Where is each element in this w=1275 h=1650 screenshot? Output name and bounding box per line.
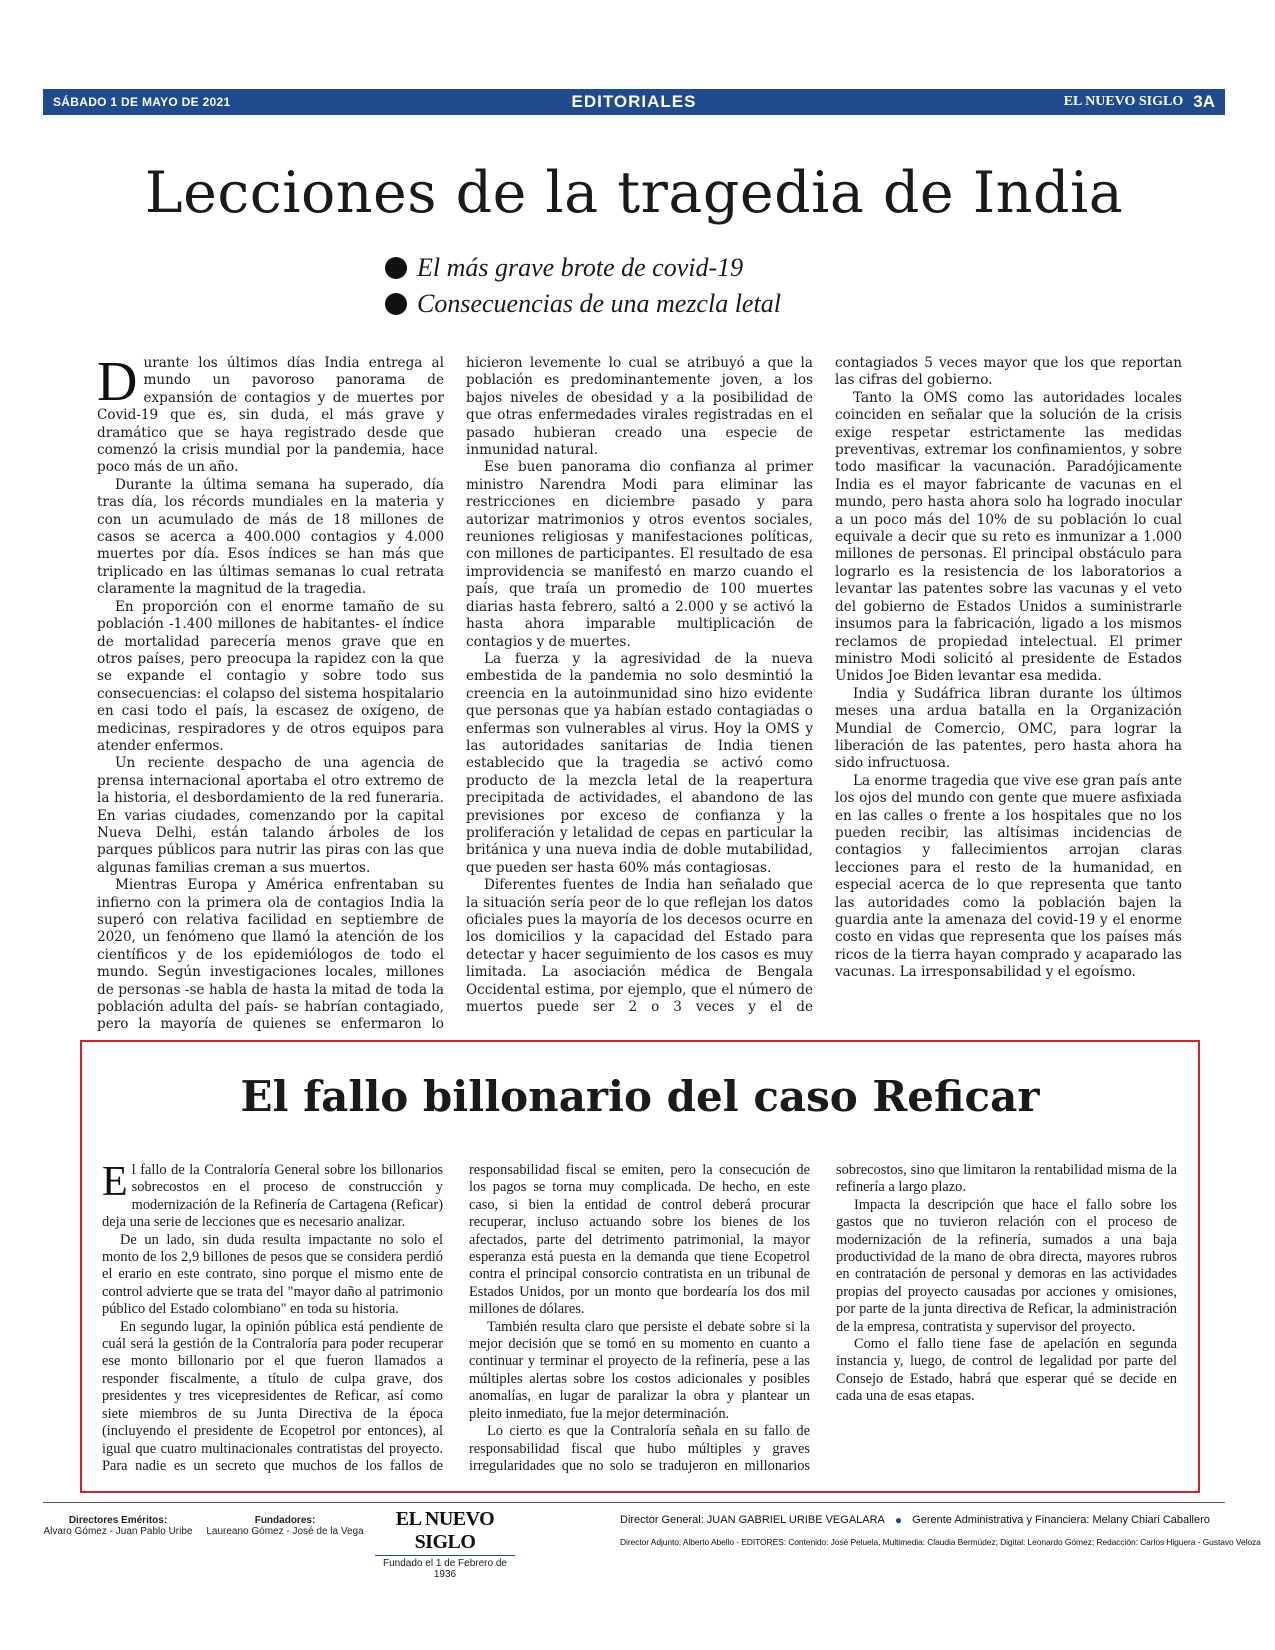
fundadores-names: Laureano Gómez - José de la Vega xyxy=(206,1526,364,1537)
gerente: Gerente Administrativa y Financiera: Melany Chiari Caballero xyxy=(912,1514,1210,1526)
header-right xyxy=(915,92,1215,112)
footer-fundadores xyxy=(205,1515,365,1537)
editorial-1-body xyxy=(97,355,1182,1035)
subtitle-line xyxy=(385,250,945,286)
header-bar xyxy=(43,89,1225,115)
fundadores-label: Fundadores: xyxy=(254,1515,316,1526)
separator-dot-icon: ● xyxy=(894,1513,903,1527)
paragraph: La fuerza y la agresividad de la nueva embestida de la pandemia no solo desmintió la creencia en la autoinmunidad sino hizo evidente que personas que ya habían estado contagiadas o enfermas son vulnerables al virus. Hoy la OMS y las autoridades sanitarias de India tienen establecido que la tragedia se activó como producto de la mezcla letal de la reapertura precipitada de actividades, el abandono de las previsiones por exceso de confianza y la proliferación y letalidad de cepas en particular la británica y una nueva india de doble mutabilidad, que pueden ser hasta 60% más contagiosas. xyxy=(466,650,813,876)
director-general: Director General: JUAN GABRIEL URIBE VEGALARA xyxy=(620,1514,885,1526)
paragraph: En segundo lugar, la opinión pública está pendiente de cuál será la gestión de la Contraloría para poder recuperar ese monto billonario por el que fueron llamados a responder fiscalmente, a título de culpa grave, dos presidentes y tres vicepresidentes de Reficar, así como siete miembros de su Junta Directiva de la época (incluyendo el presidente de Ecopetrol por entonces), al igual que cuatro multinacionales contratistas del proyecto. Para nadie es un secreto que muchos de los fallos de responsabilidad fiscal se emiten, pero la consecución de los pagos se torna muy complicada. De hecho, en este caso, si bien la entidad de control deberá procurar recuperar, incluso actuando sobre los bienes de los afectados, parte del detrimento patrimonial, la mayor esperanza está puesta en la demanda que tiene Ecopetrol contra el principal consorcio contratista en un tribunal de Estados Unidos, por un monto que bordearía los dos mil millones de dólares. xyxy=(102,1162,810,1474)
paragraph: India y Sudáfrica libran durante los últimos meses una ardua batalla en la Organización Mundial de Comercio, OMC, para lograr la liberación de las patentes, pero hasta ahora ha sido infructuosa. xyxy=(835,685,1182,772)
editorial-2-body xyxy=(102,1162,1177,1487)
paragraph: Mientras Europa y América enfrentaban su infierno con la primera ola de contagios India la superó con relativa facilidad en septiembre de 2020, un fenómeno que llamó la atención de los científicos y de los epidemiólogos de todo el mundo. Según investigaciones locales, millones de personas -se habla de hasta la mitad de toda la población adulta del país- se habrían contagiado, pero la mayoría de quienes se enfermaron lo hicieron levemente lo cual se atribuyó a que la población es predominantemente joven, a los bajos niveles de obesidad y a la posibilidad de que otras enfermedades virales registradas en el pasado hubieran creado una especie de inmunidad natural. xyxy=(97,355,813,1033)
footer-management xyxy=(620,1513,1225,1527)
paragraph: Diferentes fuentes de India han señalado que la situación sería peor de lo que reflejan los datos oficiales pues la mayoría de los decesos ocurre en los domicilios y la capacidad del Estado para detectar y hacer seguimiento de los casos es muy limitada. La asociación médica de Bengala Occidental estima, por ejemplo, que el número de muertos puede ser 2 o 3 veces y el de contagiados 5 veces mayor que los que reportan las cifras del gobierno. xyxy=(466,355,1182,1016)
directores-label: Directores Eméritos: xyxy=(68,1515,168,1526)
editorial-2-title: El fallo billonario del caso Reficar xyxy=(240,1072,1040,1121)
drop-cap: E xyxy=(102,1162,128,1205)
section-name: EDITORIALES xyxy=(571,92,697,111)
drop-cap: D xyxy=(97,355,138,413)
paragraph: La enorme tragedia que vive ese gran país ante los ojos del mundo con gente que muere asfixiada en las calles o frente a los hospitales que no los pueden recibir, las altísimas incidencias de contagios y fallecimientos arrojan claras lecciones para el resto de la humanidad, en especial acerca de lo que representa que tanto las autoridades como la población bajen la guardia ante la amenaza del covid-19 y el enorme costo en vidas que representa que los países más ricos de la tierra hayan comprado y acaparado las vacunas. La irresponsabilidad y el egoísmo. xyxy=(835,772,1182,981)
subtitle-text: El más grave brote de covid-19 xyxy=(417,253,744,282)
paragraph: También resulta claro que persiste el debate sobre si la mejor decisión que se tomó en su momento en cuanto a continuar y terminar el proyecto de la refinería, pese a las múltiples alertas sobre los costos adicionales y posibles anomalías, en lugar de paralizar la obra y plantear un pleito inmediato, fue la mejor determinación. xyxy=(469,1318,810,1422)
paragraph: Tanto la OMS como las autoridades locales coinciden en señalar que la solución de la crisis exige respetar estrictamente las medidas preventivas, extremar los confinamientos, y sobre todo masificar la vacunación. Paradójicamente India es el mayor fabricante de vacunas en el mundo, pero hasta ahora solo ha logrado inocular a un poco más del 10% de su población lo cual equivale a decir que su reto es inmunizar a 1.000 millones de personas. El principal obstáculo para lograrlo es la resistencia de los laboratorios a levantar las patentes sobre las vacunas y el veto del gobierno de Estados Unidos a suministrarle insumos para la fabricación, ligado a los mismos reclamos de propiedad intelectual. El primer ministro Modi solicitó al presidente de Estados Unidos Joe Biden levantar esa medida. xyxy=(835,389,1182,685)
brand-name: EL NUEVO SIGLO xyxy=(1063,94,1184,109)
paragraph: Ese buen panorama dio confianza al primer ministro Narendra Modi para eliminar las restricciones en diciembre pasado y para autorizar matrimonios y otros eventos sociales, reuniones religiosas y manifestaciones políticas, con millones de participantes. El resultado de esa improvidencia se manifestó en marzo cuando el país, que traía un promedio de 100 muertes diarias hasta febrero, saltó a 2.000 y se activó la hasta ahora imparable multiplicación de contagios y de muertes. xyxy=(466,459,813,650)
footer-brand: EL NUEVO SIGLO xyxy=(395,1508,495,1553)
page-number: 3A xyxy=(1193,92,1215,111)
footer-staff xyxy=(620,1513,1261,1547)
directores-names: Alvaro Gómez - Juan Pablo Uribe xyxy=(43,1526,193,1537)
editorial-1-title: Lecciones de la tragedia de India xyxy=(144,160,1124,226)
subtitle-line xyxy=(385,286,945,322)
editorial-2-box xyxy=(80,1040,1200,1493)
paragraph: Como el fallo tiene fase de apelación en segunda instancia y, luego, de control de legalidad por parte del Consejo de Estado, habrá que esperar qué se decide en cada una de esas etapas. xyxy=(836,1336,1177,1405)
staff-credits: Director Adjunto: Alberto Abello - EDITORES: Contenido: José Peluela, Multimedia: Claudia Bermúdez; Digital: Leonardo Gómez; Redacción: Carlos Higuera - Gustavo Veloza xyxy=(620,1537,1261,1547)
footer-logo xyxy=(375,1508,515,1580)
paragraph: De un lado, sin duda resulta impactante no solo el monto de los 2,9 billones de pesos que se considera perdió el erario en este contrato, sino porque el mismo ente de control advierte que se trata del "mayor daño al patrimonio público del Estado colombiano" en toda su historia. xyxy=(102,1231,443,1318)
paragraph: Lo cierto es que la Contraloría señala en su fallo de responsabilidad fiscal que hubo múltiples y graves irregularidades que no solo se tradujeron en millonarios sobrecostos, sino que limitaron la rentabilidad misma de la refinería a largo plazo. xyxy=(469,1162,1177,1474)
founded-date: Fundado el 1 de Febrero de 1936 xyxy=(375,1555,515,1580)
issue-date: SÁBADO 1 DE MAYO DE 2021 xyxy=(53,95,231,109)
paragraph: El fallo de la Contraloría General sobre los billonarios sobrecostos en el proceso de construcción y modernización de la Refinería de Cartagena (Reficar) deja una serie de lecciones que es necesario analizar. xyxy=(102,1162,443,1231)
footer-directores xyxy=(43,1515,193,1537)
paragraph: Durante los últimos días India entrega al mundo un pavoroso panorama de expansión de contagios y de muertes por Covid-19 que es, sin duda, el más grave y dramático que se haya registrado desde que comenzó la crisis mundial por la pandemia, hace poco más de un año. xyxy=(97,355,444,476)
bullet-icon xyxy=(385,257,407,279)
paragraph: Un reciente despacho de una agencia de prensa internacional aportaba el otro extremo de la historia, el desbordamiento de la red funeraria. En varias ciudades, comenzando por la capital Nueva Delhi, están talando árboles de los parques públicos para nutrir las piras con las que algunas familias creman a sus muertos. xyxy=(97,755,444,876)
subtitle-text: Consecuencias de una mezcla letal xyxy=(417,289,781,318)
paragraph: En proporción con el enorme tamaño de su población -1.400 millones de habitantes- el índice de mortalidad parecería menos grave que en otros países, pero preocupa la rapidez con la que se expande el contagio y sobre todo sus consecuencias: el colapso del sistema hospitalario en casi todo el país, la escasez de oxígeno, de medicinas, respiradores y de otros equipos para atender enfermos. xyxy=(97,598,444,754)
paragraph: Durante la última semana ha superado, día tras día, los récords mundiales en la materia y con un acumulado de más de 18 millones de casos se acerca a 400.000 contagios y 4.000 muertes por día. Esos índices se han más que triplicado en las últimas semanas lo cual retrata claramente la magnitud de la tragedia. xyxy=(97,476,444,598)
bullet-icon xyxy=(385,293,407,315)
editorial-1-subtitles xyxy=(385,250,945,322)
footer-divider xyxy=(43,1502,1225,1503)
paragraph: Impacta la descripción que hace el fallo sobre los gastos que no tuvieron relación con el proceso de modernización de la refinería, sumados a una baja productividad de la mano de obra directa, mayores rubros en contratación de personal y demoras en las actividades propias del proyecto causadas por acciones y omisiones, por parte de la junta directiva de Reficar, la administración de la empresa, contratista y supervisor del proyecto. xyxy=(836,1196,1177,1335)
